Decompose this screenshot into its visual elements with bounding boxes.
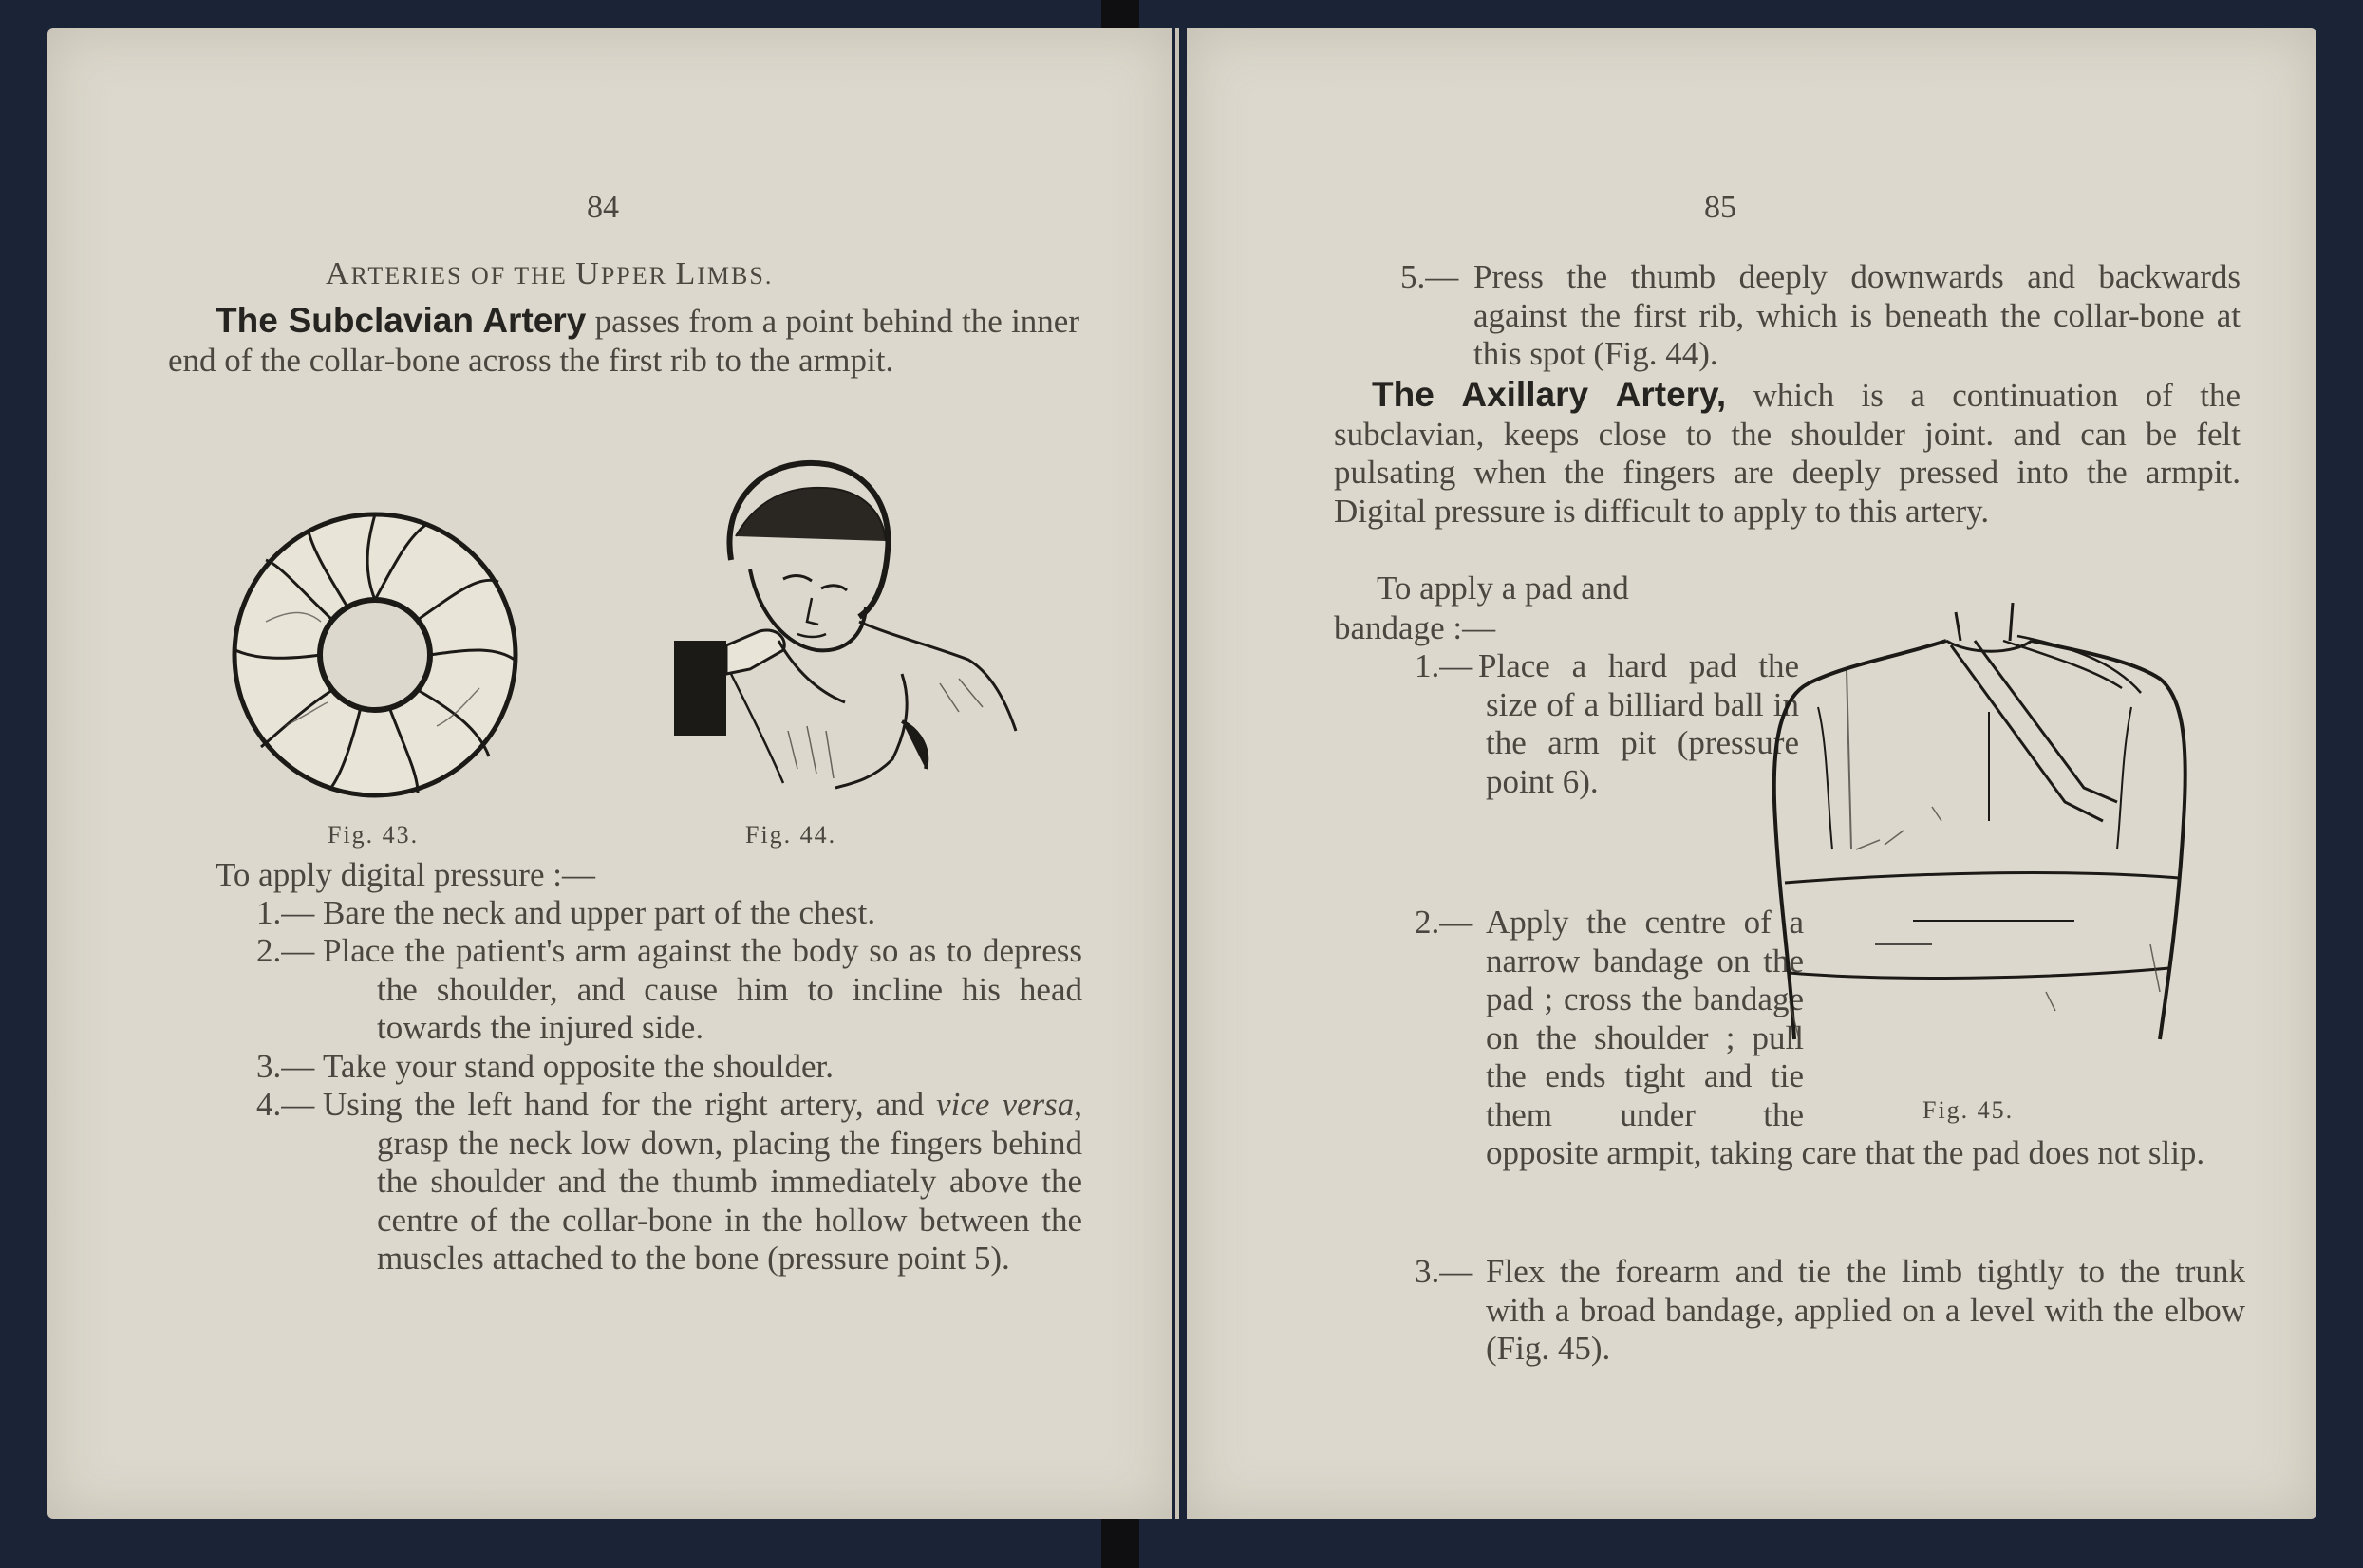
- fig43-caption: Fig. 43.: [328, 821, 420, 849]
- left-page: [47, 28, 1172, 1519]
- step-number: 4.—: [256, 1086, 315, 1123]
- axillary-lead: The Axillary Artery,: [1372, 375, 1727, 414]
- pad-step-1: [1415, 647, 1813, 904]
- ring-pad-figure: [228, 508, 522, 802]
- subclavian-text: passes from a point behind the inner end of the collar-bone across the first rib to the armpit.: [168, 303, 1079, 379]
- heading-part: RTERIES OF THE: [350, 262, 576, 289]
- torso-bandage-figure: [1761, 603, 2198, 1077]
- page-number: 84: [587, 190, 619, 225]
- heading-part: U: [575, 256, 601, 291]
- gutter: [1175, 28, 1179, 1519]
- fig45-caption: Fig. 45.: [1922, 1096, 2015, 1124]
- step-text: Bare the neck and upper part of the chest.: [323, 894, 876, 931]
- pad-step-3: [1415, 1253, 2255, 1372]
- step-number: 1.—: [1415, 647, 1473, 684]
- step-text: Press the thumb deeply downwards and backwards against the first rib, which is beneath the collar-bone at this spot (Fig. 44).: [1473, 258, 2241, 372]
- step-text: [323, 1086, 1083, 1279]
- step-text: Place a hard pad the size of a billiard ball in the arm pit (pressure point 6).: [1478, 647, 1799, 800]
- step-5: [1400, 258, 2245, 374]
- spine-top: [1101, 0, 1139, 28]
- step-text-part: , grasp the neck low down, placing the fingers behind the shoulder and the thumb immediately above the centre of the collar-bone in the hollow between the muscles attached to the bone (pressure point 5).: [377, 1086, 1083, 1277]
- page-number: 85: [1704, 190, 1736, 225]
- heading-part: A: [326, 256, 351, 291]
- step-text: Flex the forearm and tie the limb tightly to the trunk with a broad bandage, applied on a level with the elbow (Fig. 45).: [1486, 1253, 2245, 1367]
- step-number: 2.—: [256, 932, 315, 969]
- step-text-part: Using the left hand for the right artery, and: [323, 1086, 937, 1123]
- step-number: 3.—: [256, 1048, 315, 1085]
- step-number: 1.—: [256, 894, 315, 931]
- heading-part: IMBS.: [697, 262, 774, 289]
- pad-intro-line1: To apply a pad and: [1377, 569, 1629, 607]
- right-page: [1187, 28, 2316, 1519]
- step-1: [256, 894, 1092, 932]
- axillary-paragraph: [1334, 376, 2241, 531]
- subclavian-paragraph: [168, 302, 1079, 380]
- subclavian-lead: The Subclavian Artery: [216, 301, 587, 340]
- neck-pressure-figure: [617, 446, 1025, 807]
- pad-intro-line2: bandage :—: [1334, 609, 1496, 646]
- step-number: 2.—: [1415, 904, 1473, 941]
- fig44-caption: Fig. 44.: [745, 821, 837, 849]
- section-heading: [326, 256, 773, 292]
- step-3: [256, 1048, 1092, 1086]
- step-2: [256, 932, 1092, 1048]
- heading-part: L: [675, 256, 698, 291]
- axillary-text: which is a continuation of the subclavian, keeps close to the shoulder joint. and can be felt pulsating when the fingers are deeply pressed into the armpit. Digital pressure is difficult to apply to this artery.: [1334, 377, 2241, 530]
- step-text: Take your stand opposite the shoulder.: [323, 1048, 835, 1085]
- step-text-italic: vice versa: [936, 1086, 1075, 1123]
- step-text: Place the patient's arm against the body so as to depress the shoulder, and cause him to incline his head towards the injured side.: [323, 932, 1082, 1046]
- step-4: [256, 1086, 1092, 1399]
- step-number: 5.—: [1400, 258, 1459, 295]
- spine-bottom: [1101, 1519, 1139, 1568]
- step-text: Apply the centre of a narrow bandage on the pad ; cross the bandage on the shoulder ; pull the ends tight and tie them under the opposite armpit, taking care that the pad does not slip.: [1486, 904, 2205, 1171]
- heading-part: PPER: [600, 262, 676, 289]
- digital-pressure-intro: To apply digital pressure :—: [216, 856, 595, 893]
- step-number: 3.—: [1415, 1253, 1473, 1290]
